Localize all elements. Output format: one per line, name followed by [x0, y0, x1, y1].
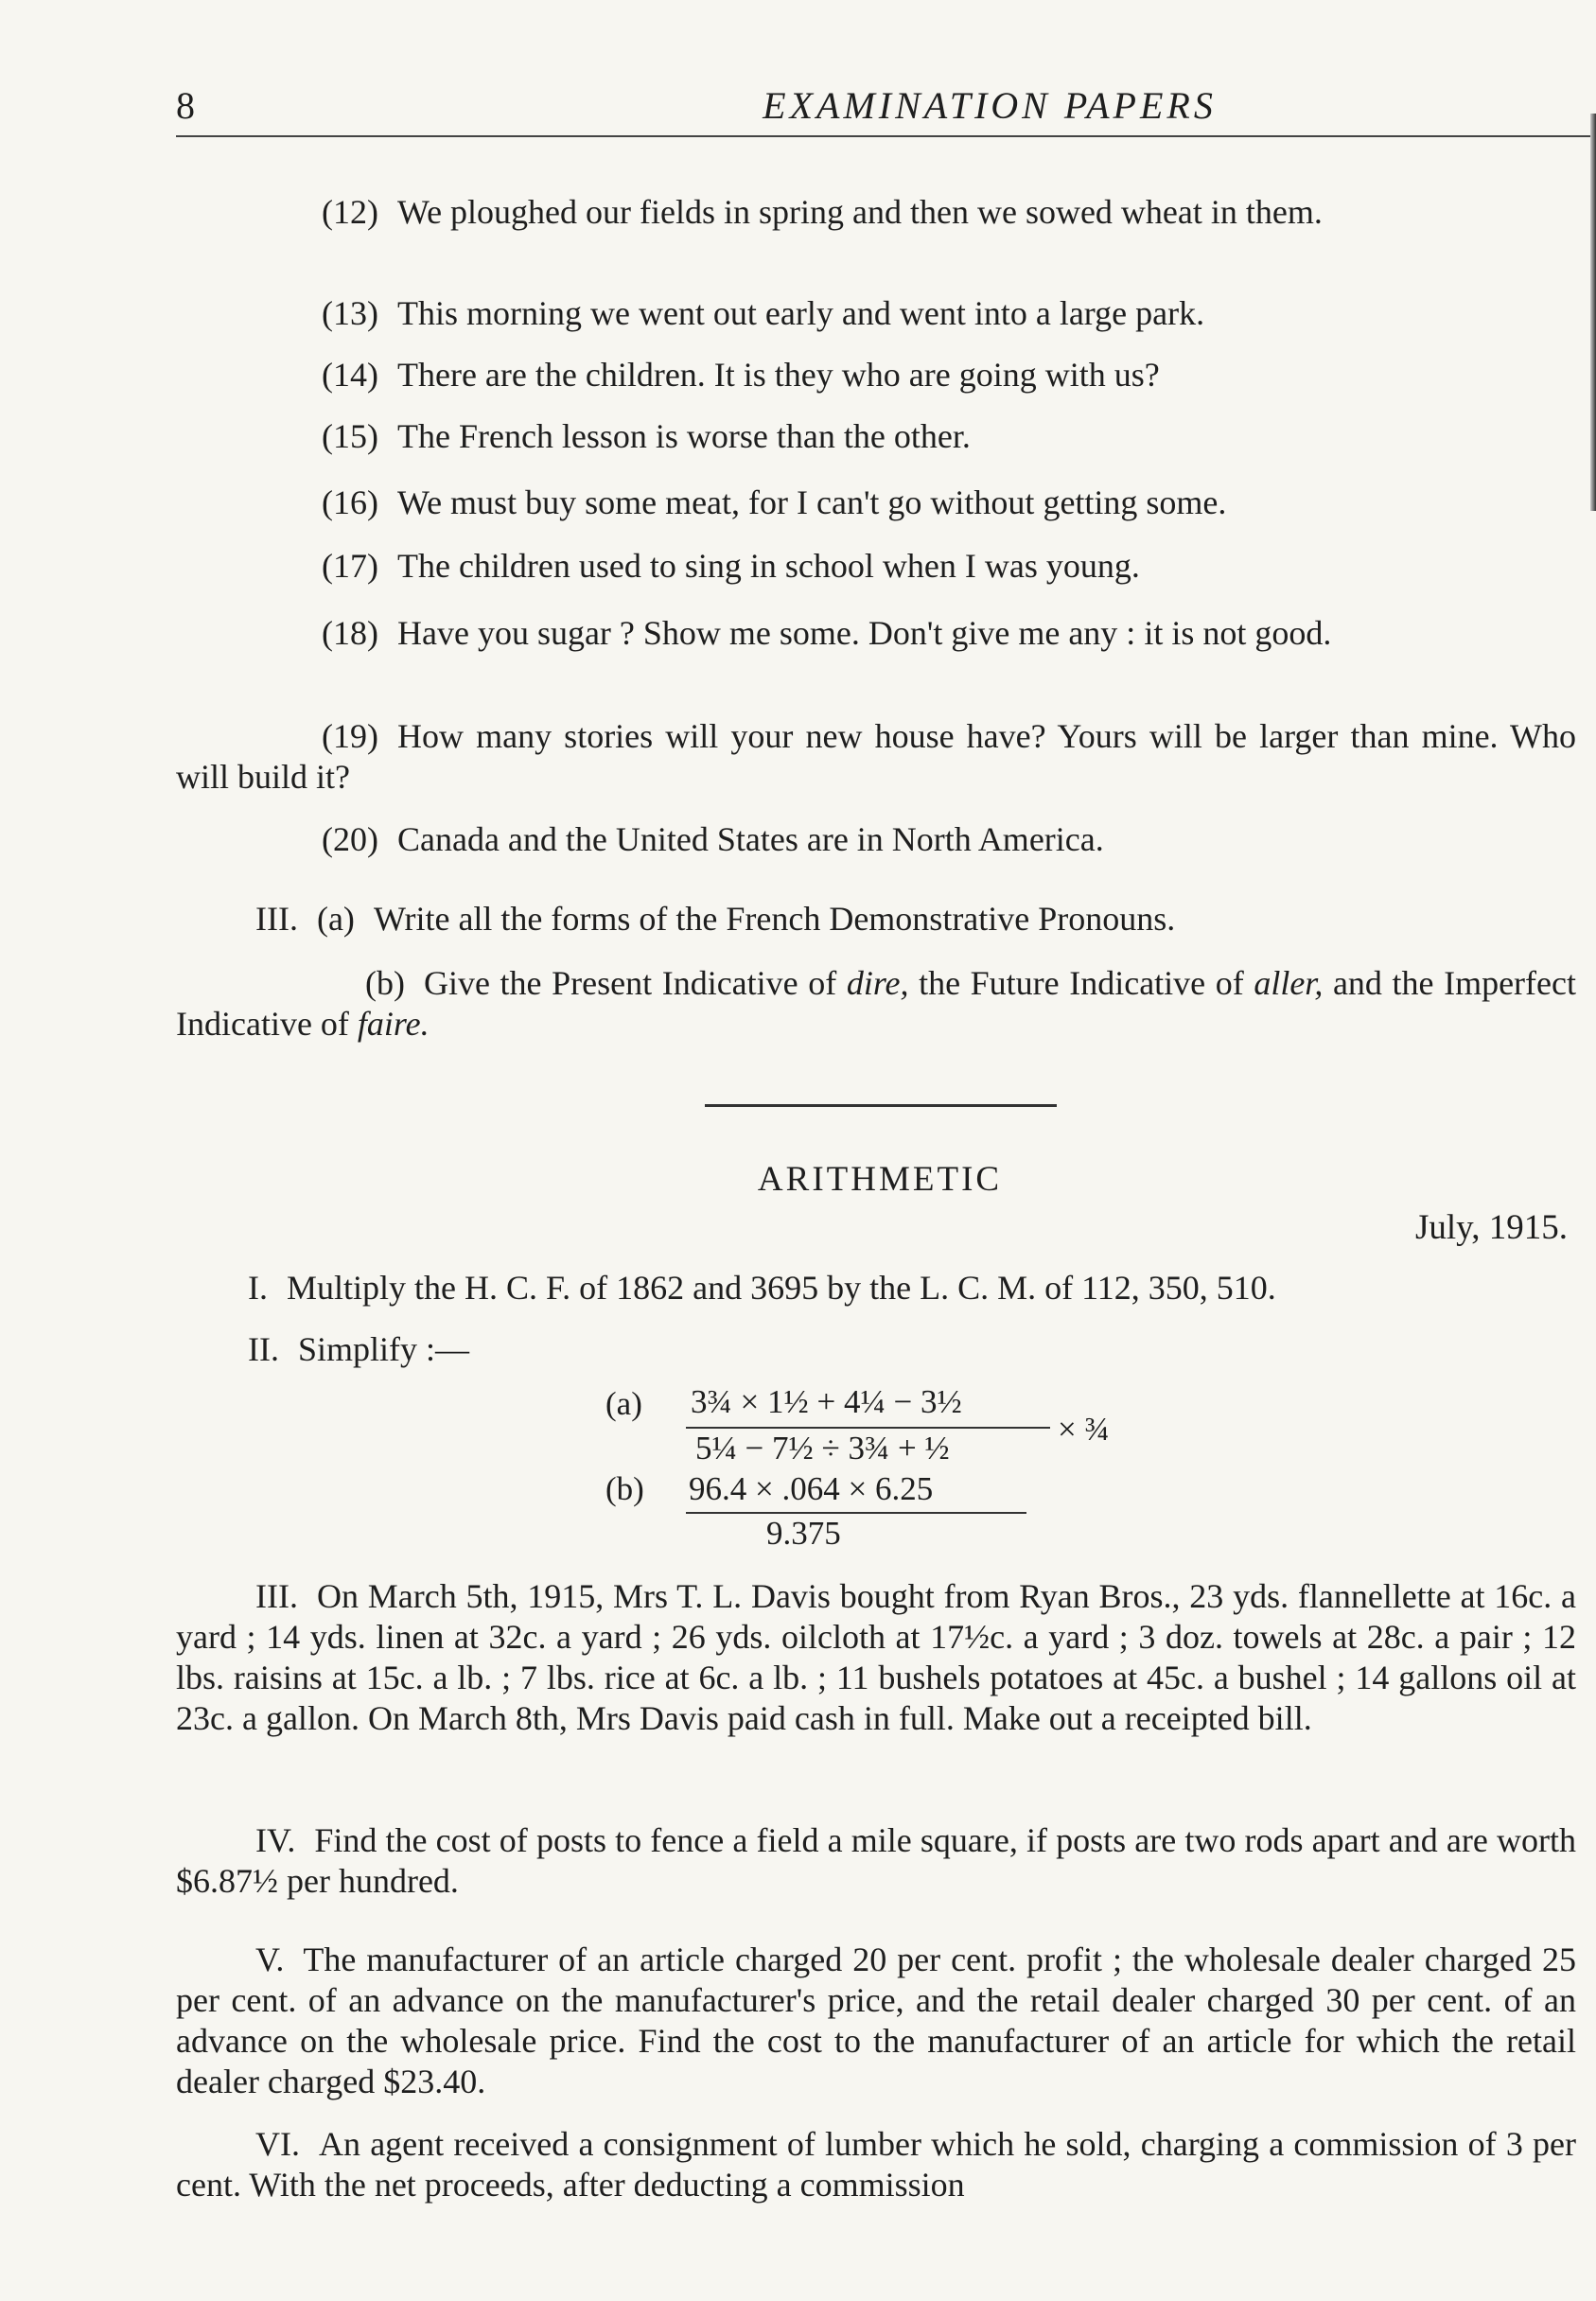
- arith-question-6: [176, 2124, 1576, 2205]
- verb-dire: dire,: [846, 964, 909, 1002]
- arith-question-1: [248, 1268, 1582, 1309]
- text-span: How many stories will your new house have? Yours will be larger than mine. Who will build it?: [176, 717, 1576, 796]
- page-number: 8: [176, 84, 195, 127]
- text-span: This morning we went out early and went into a large park.: [396, 294, 1205, 332]
- question-3b: [176, 963, 1576, 1045]
- question-3a: [255, 899, 1570, 940]
- text-span: The French lesson is worse than the other.: [396, 417, 971, 455]
- text-span: the Future Indicative of: [908, 964, 1254, 1002]
- exam-date: July, 1915.: [1414, 1208, 1568, 1247]
- text-span: Write all the forms of the French Demonstrative Pronouns.: [373, 900, 1176, 938]
- expr-b-denominator: 9.375: [766, 1515, 841, 1552]
- text-span: We ploughed our fields in spring and then we sowed wheat in them.: [396, 193, 1323, 231]
- text-span: (15): [322, 417, 378, 455]
- text-span: II.: [248, 1330, 279, 1368]
- expr-a-multiplier: × ¾: [1058, 1411, 1110, 1448]
- arith-question-4: [176, 1820, 1576, 1902]
- french-item-18: [176, 613, 1576, 654]
- running-title: EXAMINATION PAPERS: [763, 84, 1217, 127]
- french-item-13: [322, 293, 1561, 334]
- verb-faire: faire.: [357, 1005, 430, 1043]
- section-title-arithmetic: ARITHMETIC: [757, 1160, 1003, 1199]
- french-item-19: [176, 716, 1576, 798]
- arith-question-2: [248, 1329, 1582, 1370]
- text-span: Give the Present Indicative of: [423, 964, 847, 1002]
- text-span: Find the cost of posts to fence a field a mile square, if posts are two rods apart and are worth $6.87½ per hundred.: [176, 1821, 1576, 1900]
- text-span: (16): [322, 483, 378, 521]
- text-span: (b): [365, 964, 405, 1002]
- text-span: IV.: [255, 1821, 296, 1859]
- page-header: [176, 78, 1595, 144]
- section-divider: [705, 1104, 1057, 1107]
- text-span: I.: [248, 1269, 268, 1307]
- text-span: (19): [322, 717, 378, 755]
- verb-aller: aller,: [1254, 964, 1324, 1002]
- text-span: (13): [322, 294, 378, 332]
- french-item-15: [322, 416, 1561, 457]
- arith-question-3: [176, 1576, 1576, 1739]
- expr-a-denominator: 5¼ − 7½ ÷ 3¾ + ½: [695, 1430, 950, 1467]
- text-span: and the Imperfect Indicative of: [176, 964, 1576, 1043]
- expr-b-label: (b): [605, 1470, 644, 1507]
- text-span: (12): [322, 193, 378, 231]
- text-span: (14): [322, 356, 378, 394]
- text-span: (18): [322, 614, 378, 652]
- text-span: (20): [322, 820, 378, 858]
- french-item-14: [322, 355, 1561, 395]
- expr-a-label: (a): [605, 1385, 642, 1422]
- page-edge-shadow: [1590, 114, 1596, 511]
- arith-question-5: [176, 1940, 1576, 2102]
- expr-a-numerator: 3¾ × 1½ + 4¼ − 3½: [691, 1383, 962, 1420]
- french-item-17: [322, 546, 1561, 587]
- text-span: VI.: [255, 2125, 300, 2163]
- text-span: (a): [316, 900, 355, 938]
- text-span: (17): [322, 547, 378, 585]
- expr-b-fraction-bar: [686, 1512, 1026, 1514]
- text-span: Have you sugar ? Show me some. Don't give me any : it is not good.: [396, 614, 1332, 652]
- expr-b-numerator: 96.4 × .064 × 6.25: [689, 1470, 934, 1507]
- french-item-16: [322, 483, 1561, 523]
- french-item-20: [322, 819, 1561, 860]
- french-item-12: [322, 192, 1561, 233]
- text-span: An agent received a consignment of lumber which he sold, charging a commission of 3 per cent. With the net proceeds, after deducting a commission: [176, 2125, 1576, 2204]
- text-span: On March 5th, 1915, Mrs T. L. Davis bought from Ryan Bros., 23 yds. flannellette at 16c. a yard ; 14 yds. linen at 32c. a yard ; 26 yds. oilcloth at 17½c. a yard ; 3 doz. towels at 28c. a pair ; 12 lbs. raisins at 15c. a lb. ; 7 lbs. rice at 6c. a lb. ; 11 bushels potatoes at 45c. a bushel ; 14 gallons oil at 23c. a gallon. On March 8th, Mrs Davis paid cash in full. Make out a receipted bill.: [176, 1577, 1576, 1737]
- text-span: Multiply the H. C. F. of 1862 and 3695 by the L. C. M. of 112, 350, 510.: [287, 1269, 1276, 1307]
- text-span: V.: [255, 1941, 285, 1978]
- text-span: III.: [255, 900, 298, 938]
- text-span: We must buy some meat, for I can't go without getting some.: [396, 483, 1227, 521]
- text-span: Simplify :—: [297, 1330, 470, 1368]
- header-rule: [176, 135, 1595, 137]
- text-span: Canada and the United States are in North America.: [396, 820, 1104, 858]
- text-span: III.: [255, 1577, 298, 1615]
- text-span: The children used to sing in school when I was young.: [396, 547, 1140, 585]
- text-span: The manufacturer of an article charged 20 per cent. profit ; the wholesale dealer charged 25 per cent. of an advance on the manufacturer's price, and the retail dealer charged 30 per cent. of an advance on the wholesale price. Find the cost to the manufacturer of an article for which the retail dealer charged $23.40.: [176, 1941, 1576, 2100]
- text-span: There are the children. It is they who are going with us?: [396, 356, 1160, 394]
